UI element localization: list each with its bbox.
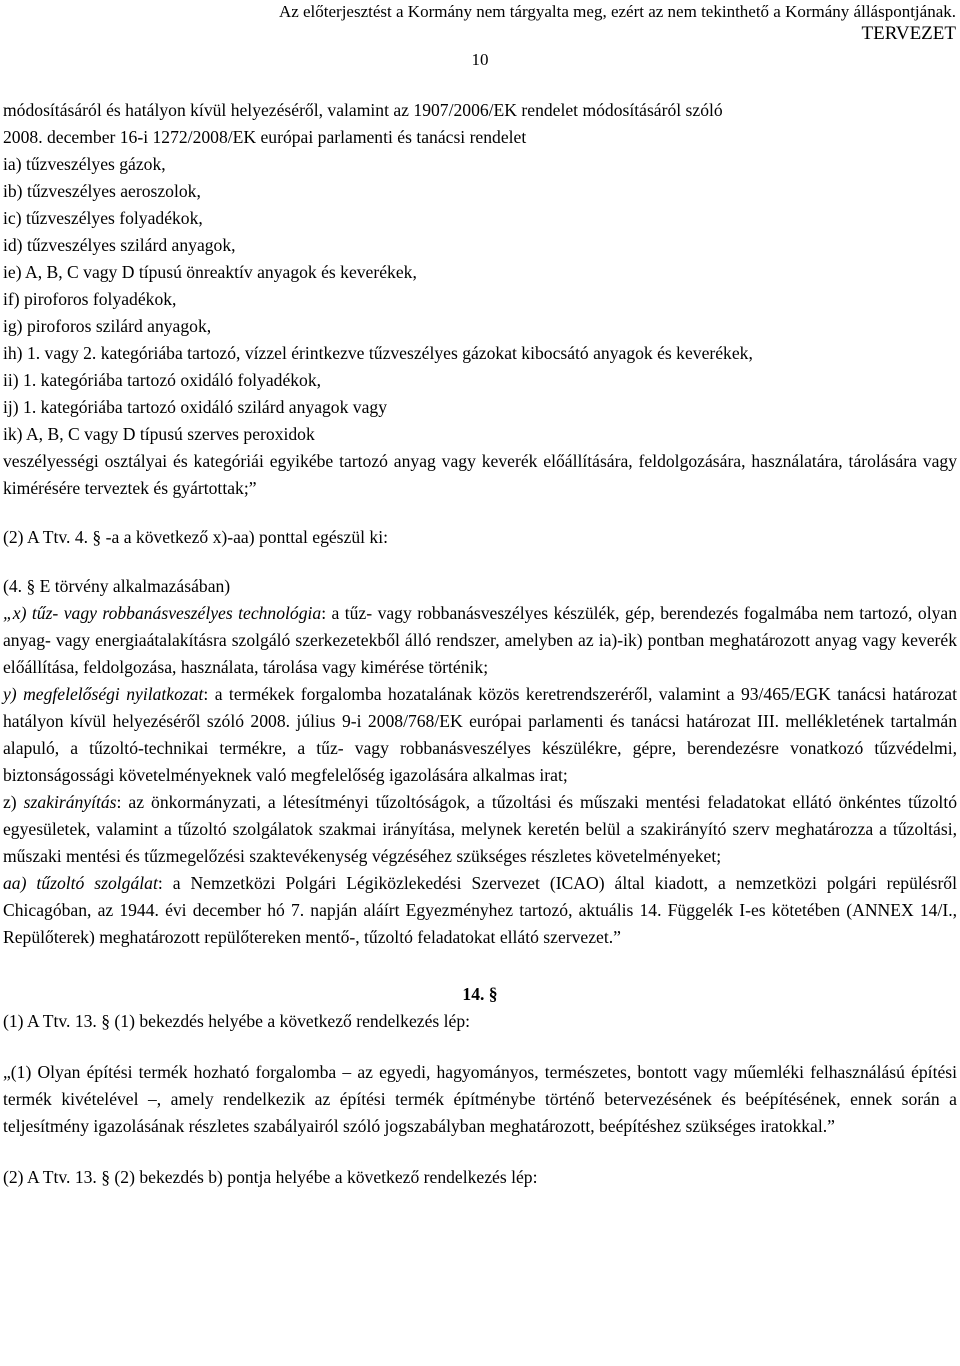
header-disclaimer: Az előterjesztést a Kormány nem tárgyalta meg, ezért az nem tekinthető a Kormány álláspontjának.: [278, 2, 956, 21]
draft-label: TERVEZET: [861, 23, 956, 44]
paragraph: (2) A Ttv. 4. § -a a következő x)-aa) ponttal egészül ki:: [3, 527, 388, 547]
list-item: ij) 1. kategóriába tartozó oxidáló szilárd anyagok vagy: [3, 397, 387, 417]
list-item: ia) tűzveszélyes gázok,: [3, 154, 166, 174]
section-title: 14. §: [462, 984, 498, 1004]
term: „x) tűz- vagy robbanásveszélyes technológia: [3, 603, 322, 623]
paragraph: (1) A Ttv. 13. § (1) bekezdés helyébe a következő rendelkezés lép:: [3, 1011, 471, 1031]
list-item: ib) tűzveszélyes aeroszolok,: [3, 181, 201, 201]
list-item: ii) 1. kategóriába tartozó oxidáló folyadékok,: [3, 370, 322, 390]
amendment-intro: (4. § E törvény alkalmazásában): [3, 576, 231, 596]
term-prefix: z): [3, 792, 24, 812]
paragraph: veszélyességi osztályai és kategóriái egyikébe tartozó anyag vagy keverék előállítására, feldolgozására, használatára, tárolására vagy kimérésére terveztek és gyártottak;”: [3, 451, 957, 498]
definition-text: : a termékek forgalomba hozatalának közös keretrendszeréről, valamint a 93/465/EGK tanácsi határozat hatályon kívül helyezéséről szóló 2008. július 9-i 2008/768/EK európai parlamenti és tanácsi határozat III. mellékletének tartalmán alapuló, a tűzoltó-technikai termékre, a tűz- vagy robbanásveszélyes készülékre, gépre, berendezésre vonatkozó tűzvédelmi, biztonságossági követelményeknek való megfelelőség igazolására alkalmas irat;: [3, 684, 957, 785]
definition-aa: [3, 870, 957, 951]
text-line: módosításáról és hatályon kívül helyezéséről, valamint az 1907/2006/EK rendelet módosításáról szóló: [3, 100, 723, 120]
term: aa) tűzoltó szolgálat: [3, 873, 158, 893]
term: szakirányítás: [23, 792, 117, 812]
list-item: ie) A, B, C vagy D típusú önreaktív anyagok és keverékek,: [3, 262, 417, 282]
definition-x: [3, 600, 957, 681]
document-body: [3, 97, 957, 1191]
list-item: ih) 1. vagy 2. kategóriába tartozó, vízzel érintkezve tűzveszélyes gázokat kibocsátó anyagok és keverékek,: [3, 343, 753, 363]
list-item: ig) piroforos szilárd anyagok,: [3, 316, 212, 336]
text-line: 2008. december 16-i 1272/2008/EK európai parlamenti és tanácsi rendelet: [3, 127, 527, 147]
list-item: if) piroforos folyadékok,: [3, 289, 177, 309]
page-header: [6, 2, 956, 46]
definition-z: [3, 789, 957, 870]
definition-text: : a Nemzetközi Polgári Légiközlekedési Szervezet (ICAO) által kiadott, a nemzetközi polgári repülésről Chicagóban, az 1944. évi december hó 7. napján aláírt Egyezményhez tartozó, aktuális 14. Függelék I-es kötetében (ANNEX 14/I., Repülőterek) meghatározott repülőtereken mentő-, tűzoltó feladatokat ellátó szervezet.”: [3, 873, 957, 947]
paragraph: (2) A Ttv. 13. § (2) bekezdés b) pontja helyébe a következő rendelkezés lép:: [3, 1167, 538, 1187]
list-item: ic) tűzveszélyes folyadékok,: [3, 208, 203, 228]
page-number: 10: [471, 50, 489, 69]
definition-text: : a tűz- vagy robbanásveszélyes készülék, gép, berendezés fogalmába nem tartozó, olyan anyag- vagy energiaátalakításra szolgáló szerkezetekből álló rendszer, amelyben az ia)-ik) pontban meghatározott anyag vagy keverék előállítása, feldolgozása, használata, tárolása vagy kimérése történik;: [3, 603, 957, 677]
definition-text: : az önkormányzati, a létesítményi tűzoltóságok, a tűzoltási és műszaki mentési feladatokat ellátó önkéntes tűzoltó egyesületek, valamint a tűzoltó szolgálatok szakmai irányítása, melynek keretén belül a szakirányító szerv meghatározza a tűzoltási, műszaki mentési és tűzmegelőzési szaktevékenység végzéséhez szükséges részletes követelményeket;: [3, 792, 957, 866]
definition-y: [3, 681, 957, 789]
list-item: ik) A, B, C vagy D típusú szerves peroxidok: [3, 424, 315, 444]
term: y) megfelelőségi nyilatkozat: [3, 684, 204, 704]
paragraph: „(1) Olyan építési termék hozható forgalomba – az egyedi, hagyományos, természetes, bontott vagy műemléki felhasználású építési termék kivételével –, amely rendelkezik az építési termék építménybe történő betervezésének és beépítésének, ennek során a teljesítmény igazolásának részletes szabályairól szóló jogszabályban meghatározott, beépítéshez szükséges iratokkal.”: [3, 1062, 957, 1136]
list-item: id) tűzveszélyes szilárd anyagok,: [3, 235, 236, 255]
